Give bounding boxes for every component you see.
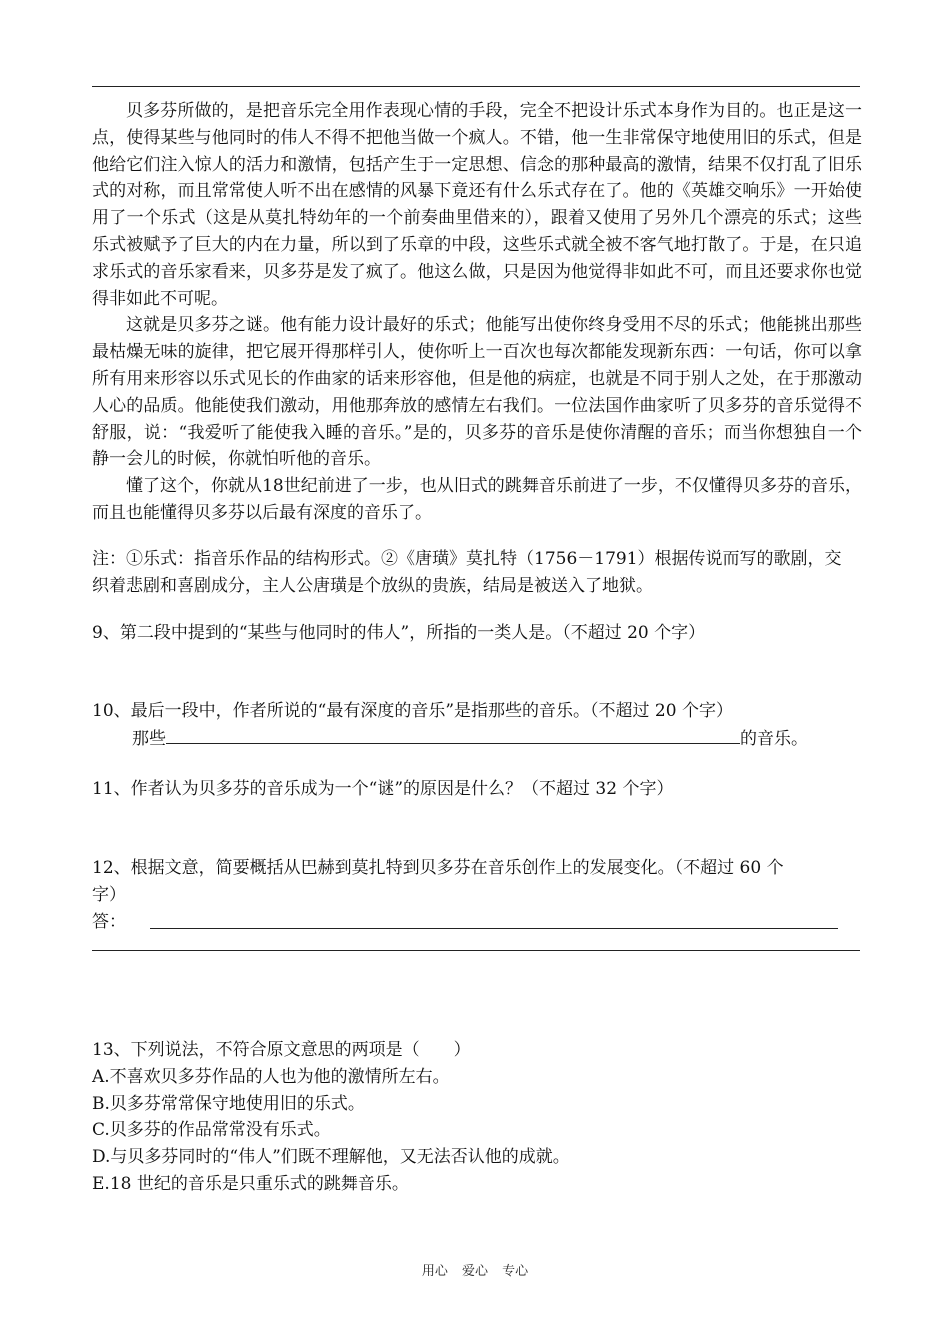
header-rule [92,86,860,87]
option-c: C.贝多芬的作品常常没有乐式。 [92,1120,331,1141]
answer-prefix: 那些 [132,728,166,749]
answer-label: 答： [92,911,126,932]
footnote [92,546,862,600]
question-13-text: 13、下列说法，不符合原文意思的两项是（ ） [92,1040,471,1060]
question-12-text-line-1: 12、根据文意，简要概括从巴赫到莫扎特到贝多芬在音乐创作上的发展变化。（不超过 60 个 [92,858,784,878]
footer-word-1: 用心 [421,1264,448,1279]
question-10-text: 10、最后一段中，作者所说的“最有深度的音乐”是指那些的音乐。（不超过 20 个字） [92,701,733,721]
page-footer [0,1260,950,1279]
option-a: A.不喜欢贝多芬作品的人也为他的激情所左右。 [92,1066,450,1087]
question-11 [92,776,862,803]
footnote-line-1: 注：①乐式：指音乐作品的结构形式。②《唐璜》莫扎特（1756－1791）根据传说而写的歌剧，交 [92,549,842,569]
option-b: B.贝多芬常常保守地使用旧的乐式。 [92,1093,365,1114]
answer-line-2[interactable] [92,950,860,951]
question-10 [92,698,862,753]
paragraph-2: 这就是贝多芬之谜。他有能力设计最好的乐式；他能写出使你终身受用不尽的乐式；他能挑出那些最枯燥无味的旋律，把它展开得那样引人，使你听上一百次也每次都能发现新东西：一句话，你可以拿所有用来形容以乐式见长的作曲家的话来形容他，但是他的病症，也就是不同于别人之处，在于那激动人心的品质。他能使我们激动，用他那奔放的感情左右我们。一位法国作曲家听了贝多芬的音乐觉得不舒服，说：“我爱听了能使我入睡的音乐。”是的，贝多芬的音乐是使你清醒的音乐；而当你想独自一个静一会儿的时候，你就怕听他的音乐。 [92,315,862,470]
option-d: D.与贝多芬同时的“伟人”们既不理解他，又无法否认他的成就。 [92,1147,570,1168]
article-body [92,98,862,527]
question-9 [92,620,862,647]
question-12-text-line-2: 字） [92,884,126,905]
paragraph-3: 懂了这个，你就从18世纪前进了一步，也从旧式的跳舞音乐前进了一步，不仅懂得贝多芬的音乐，而且也能懂得贝多芬以后最有深度的音乐了。 [92,476,862,523]
question-11-text: 11、作者认为贝多芬的音乐成为一个“谜”的原因是什么？（不超过 32 个字） [92,779,674,799]
footer-word-2: 爱心 [461,1264,488,1279]
option-e: E.18 世纪的音乐是只重乐式的跳舞音乐。 [92,1173,409,1194]
answer-blank-line[interactable] [166,725,740,744]
question-12 [92,855,862,935]
answer-suffix: 的音乐。 [740,728,808,749]
question-9-text: 9、第二段中提到的“某些与他同时的伟人”，所指的一类人是。（不超过 20 个字） [92,623,706,643]
footnote-line-2: 织着悲剧和喜剧成分，主人公唐璜是个放纵的贵族，结局是被送入了地狱。 [92,575,653,596]
footer-word-3: 专心 [502,1264,529,1279]
paragraph-1: 贝多芬所做的，是把音乐完全用作表现心情的手段，完全不把设计乐式本身作为目的。也正是这一点，使得某些与他同时的伟人不得不把他当做一个疯人。不错，他一生非常保守地使用旧的乐式，但是他给它们注入惊人的活力和激情，包括产生于一定思想、信念的那种最高的激情，结果不仅打乱了旧乐式的对称，而且常常使人听不出在感情的风暴下竟还有什么乐式存在了。他的《英雄交响乐》一开始使用了一个乐式（这是从莫扎特幼年的一个前奏曲里借来的），跟着又使用了另外几个漂亮的乐式；这些乐式被赋予了巨大的内在力量，所以到了乐章的中段，这些乐式就全被不客气地打散了。于是，在只追求乐式的音乐家看来，贝多芬是发了疯了。他这么做，只是因为他觉得非如此不可，而且还要求你也觉得非如此不可呢。 [92,101,862,309]
question-10-answer [92,725,862,753]
answer-line-1[interactable] [150,928,838,929]
question-13 [92,1037,862,1198]
